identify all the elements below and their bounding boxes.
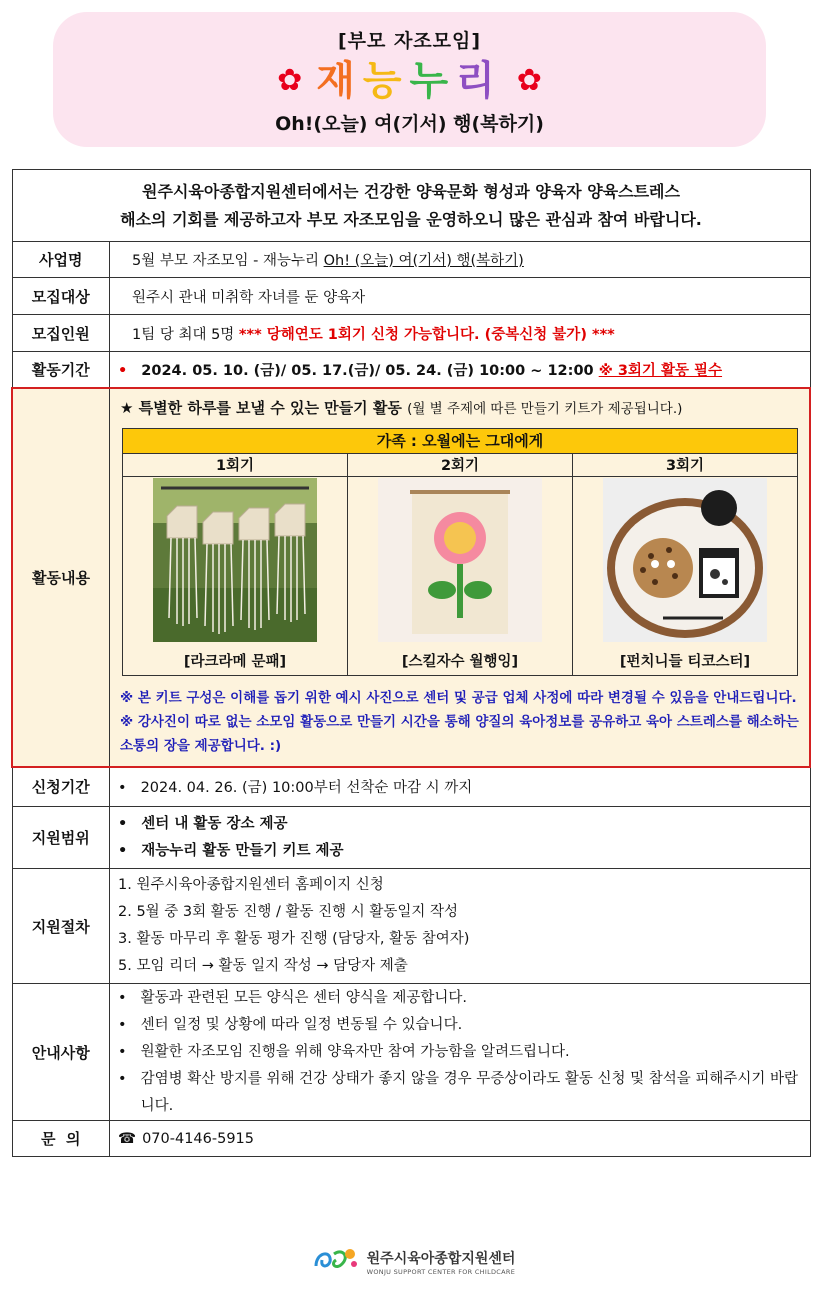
row-notice [12, 984, 810, 1121]
intro-line: 원주시육아종합지원센터에서는 건강한 양육문화 형성과 양육자 양육스트레스 [142, 181, 680, 201]
center-name-kr: 원주시육아종합지원센터 [366, 1251, 516, 1267]
bullet-icon: • [118, 1070, 127, 1087]
bullet-icon: • [118, 1043, 127, 1060]
flower-icon: ✿ [277, 63, 303, 98]
center-logo [0, 1246, 827, 1278]
macrame-photo [123, 476, 348, 647]
brand-word [316, 58, 503, 104]
apply-text: 2024. 04. 26. (금) 10:00부터 선착순 마감 시 까지 [140, 780, 473, 797]
value-period [110, 352, 811, 388]
notice-item: 센터 일정 및 상황에 따라 일정 변동될 수 있습니다. [140, 1016, 463, 1033]
activity-note: ※ 본 키트 구성은 이해를 돕기 위한 예시 사진으로 센터 및 공급 업체 사정에 따라 변경될 수 있음을 안내드립니다. [120, 689, 797, 706]
notice-item: 원활한 자조모임 진행을 위해 양육자만 참여 가능함을 알려드립니다. [140, 1043, 570, 1060]
value-support [110, 807, 811, 869]
bullet-icon: • [118, 780, 127, 797]
round-1: 1회기 [123, 453, 348, 476]
value-procedure [110, 869, 811, 984]
kit-name-3: [펀치니들 티코스터] [573, 647, 798, 676]
notice-item: 활동과 관련된 모든 양식은 센터 양식을 제공합니다. [140, 989, 467, 1006]
procedure-step: 1. 원주시육아종합지원센터 홈페이지 신청 [118, 877, 384, 893]
value-target [110, 278, 811, 315]
bullet-icon: • [118, 842, 128, 859]
activity-title-main: ★ 특별한 하루를 보낼 수 있는 만들기 활동 [120, 398, 408, 417]
kit-theme: 가족 : 오월에는 그대에게 [123, 428, 798, 453]
label-period: 활동기간 [12, 352, 110, 388]
row-apply [12, 767, 810, 807]
row-project [12, 242, 810, 278]
center-logo-icon [312, 1246, 358, 1278]
value-notice [110, 984, 811, 1121]
count-text: 1팀 당 최대 5명 [132, 326, 239, 343]
embroidery-image [378, 478, 542, 642]
activity-notes [120, 686, 801, 758]
label-activity: 활동내용 [12, 388, 110, 767]
value-count [110, 315, 811, 352]
flower-icon: ✿ [516, 63, 542, 98]
brand-char: 리 [456, 58, 503, 104]
coaster-image [603, 478, 767, 642]
activity-title [120, 397, 801, 418]
kit-name-1: [라크라메 문패] [123, 647, 348, 676]
row-target [12, 278, 810, 315]
kit-name-2: [스킬자수 월행잉] [348, 647, 573, 676]
bullet-icon: • [118, 815, 128, 832]
brand-char: 재 [316, 58, 363, 104]
label-apply: 신청기간 [12, 767, 110, 807]
macrame-image [153, 478, 317, 642]
bullet-icon: • [118, 1016, 127, 1033]
center-name-en: WONJU SUPPORT CENTER FOR CHILDCARE [366, 1268, 516, 1276]
label-project: 사업명 [12, 242, 110, 278]
notice-item: 감염병 확산 방지를 위해 건강 상태가 좋지 않을 경우 무증상이라도 활동 신청 및 참석을 피해주시기 바랍니다. [140, 1070, 798, 1114]
target-text: 원주시 관내 미취학 자녀를 둔 양육자 [132, 289, 366, 306]
label-target: 모집대상 [12, 278, 110, 315]
period-text: 2024. 05. 10. (금)/ 05. 17.(금)/ 05. 24. (금) 10:00 ~ 12:00 [141, 362, 599, 379]
row-count [12, 315, 810, 352]
row-contact [12, 1121, 810, 1157]
procedure-step: 3. 활동 마무리 후 활동 평가 진행 (담당자, 활동 참여자) [118, 931, 470, 947]
row-support [12, 807, 810, 869]
center-logo-text [367, 1248, 516, 1276]
procedure-step: 2. 5월 중 3회 활동 진행 / 활동 진행 시 활동일지 작성 [118, 904, 458, 920]
row-period [12, 352, 810, 388]
activity-note: ※ 강사진이 따로 없는 소모임 활동으로 만들기 시간을 통해 양질의 육아정보를 공유하고 육아 스트레스를 해소하는 소통의 장을 제공합니다. :) [120, 713, 799, 754]
phone-number: 070-4146-5915 [142, 1130, 255, 1147]
round-2: 2회기 [348, 453, 573, 476]
bullet-icon: • [118, 989, 127, 1006]
embroidery-photo [348, 476, 573, 647]
row-procedure [12, 869, 810, 984]
intro-line: 해소의 기회를 제공하고자 부모 자조모임을 운영하오니 많은 관심과 참여 바랍니다. [120, 209, 702, 229]
label-procedure: 지원절차 [12, 869, 110, 984]
value-activity [110, 388, 811, 767]
label-contact: 문 의 [12, 1121, 110, 1157]
project-text: 5월 부모 자조모임 - 재능누리 [132, 253, 324, 269]
header-category: [부모 자조모임] [337, 30, 482, 52]
coaster-photo [573, 476, 798, 647]
value-project [110, 242, 811, 278]
intro-text [12, 170, 810, 242]
support-item: 센터 내 활동 장소 제공 [141, 815, 288, 832]
label-count: 모집인원 [12, 315, 110, 352]
intro-row [12, 170, 810, 242]
row-activity [12, 388, 810, 767]
kit-table [122, 428, 798, 676]
phone-icon: ☎ [118, 1130, 137, 1147]
brand-char: 능 [362, 58, 410, 104]
round-3: 3회기 [573, 453, 798, 476]
brand-char: 누 [409, 58, 457, 104]
poster-header [53, 12, 766, 147]
procedure-step: 5. 모임 리더 → 활동 일지 작성 → 담당자 제출 [118, 958, 408, 974]
count-warning: *** 당해연도 1회기 신청 가능합니다. (중복신청 불가) *** [238, 326, 615, 343]
info-table [11, 169, 811, 1157]
period-required: ※ 3회기 활동 필수 [598, 362, 723, 379]
bullet-icon: • [118, 362, 128, 379]
activity-title-note: (월 별 주제에 따른 만들기 키트가 제공됩니다.) [407, 400, 683, 417]
header-subtitle: Oh!(오늘) 여(기서) 행(복하기) [275, 113, 544, 135]
support-item: 재능누리 활동 만들기 키트 제공 [141, 842, 344, 859]
value-contact [110, 1121, 811, 1157]
label-notice: 안내사항 [12, 984, 110, 1121]
brand-title [53, 59, 766, 103]
project-name: Oh! (오늘) 여(기서) 행(복하기) [323, 253, 524, 269]
label-support: 지원범위 [12, 807, 110, 869]
value-apply [110, 767, 811, 807]
